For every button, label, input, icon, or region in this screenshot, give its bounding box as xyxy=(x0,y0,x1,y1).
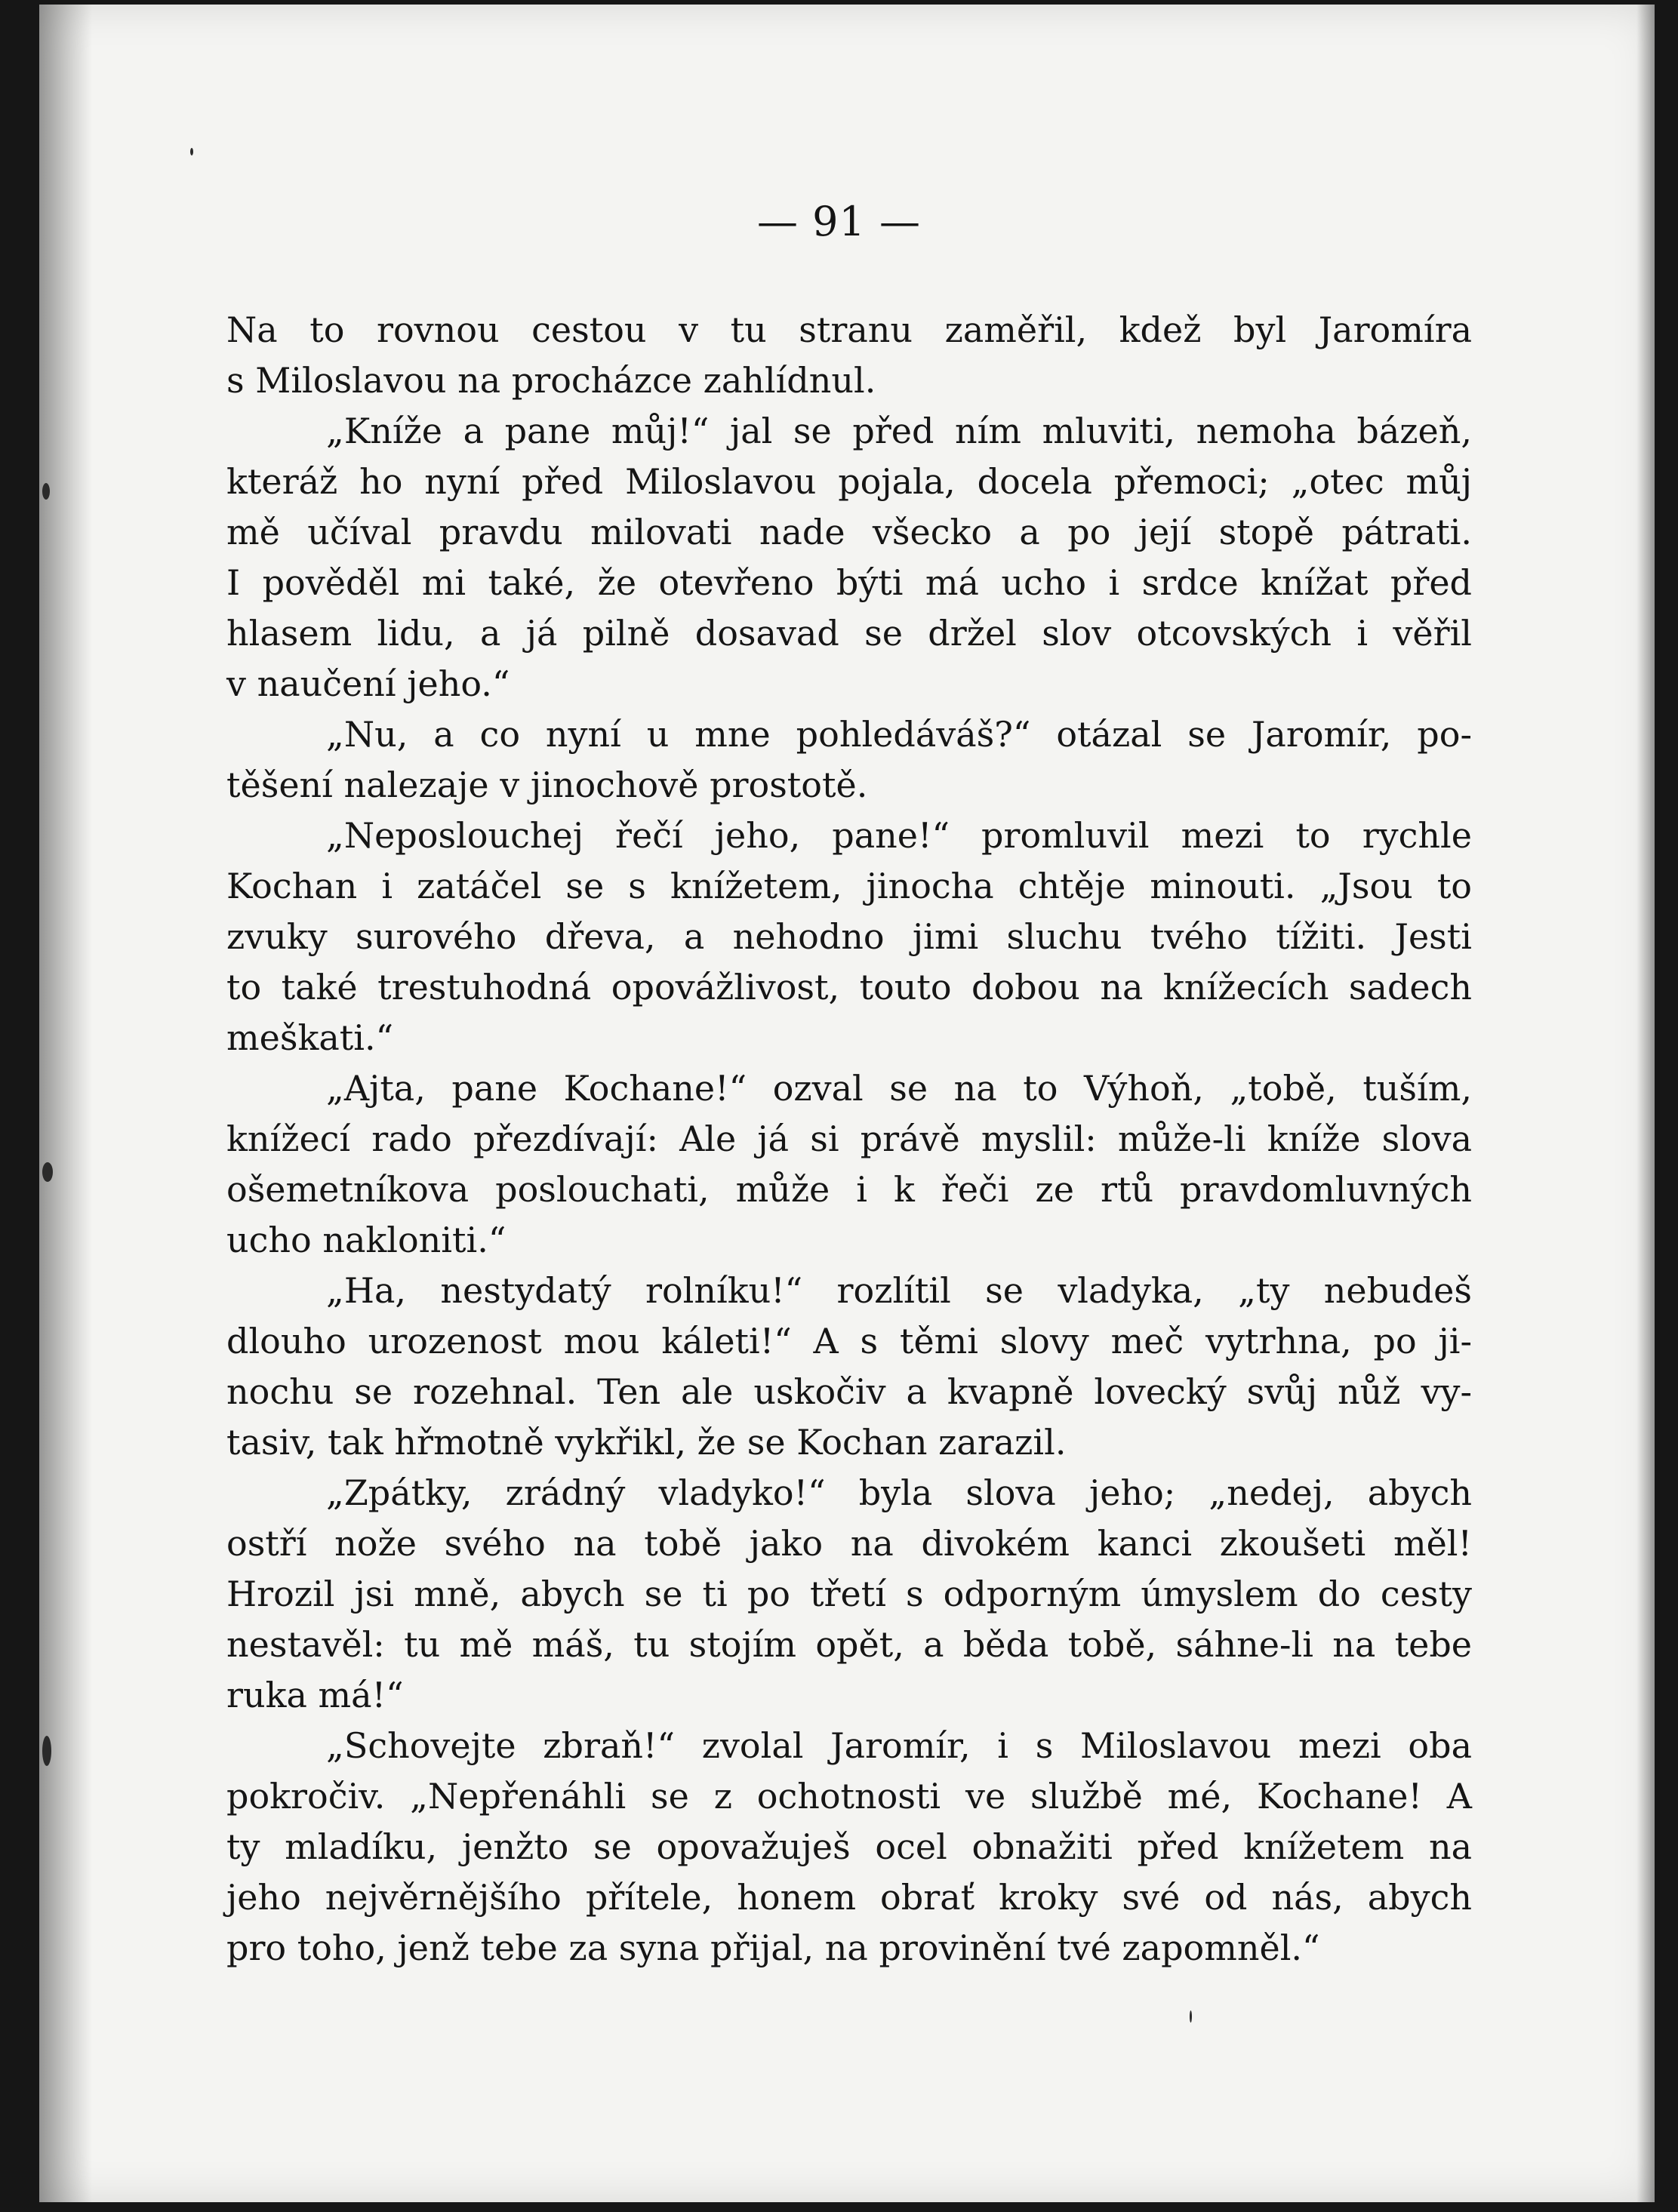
text-line: ostří nože svého na tobě jako na divokém kanci zkoušeti měl! xyxy=(226,1523,1472,1564)
text-line: ucho nakloniti.“ xyxy=(226,1220,506,1260)
binding-shadow xyxy=(39,5,92,2202)
text-line: „Nu, a co nyní u mne pohledáváš?“ otázal se Jaromír, po- xyxy=(326,714,1472,755)
text-line: „Ajta, pane Kochane!“ ozval se na to Výhoň, „tobě, tuším, xyxy=(326,1068,1472,1109)
text-line: tasiv, tak hřmotně vykřikl, že se Kochan zarazil. xyxy=(226,1422,1067,1463)
scan-speck xyxy=(42,1736,51,1766)
text-line: nestavěl: tu mě máš, tu stojím opět, a běda tobě, sáhne-li na tebe xyxy=(226,1624,1472,1665)
text-line: Hrozil jsi mně, abych se ti po třetí s odporným úmyslem do cesty xyxy=(226,1574,1472,1614)
text-line: „Zpátky, zrádný vladyko!“ byla slova jeho; „nedej, abych xyxy=(326,1472,1472,1513)
text-line: těšení nalezaje v jinochově prostotě. xyxy=(226,765,868,805)
text-line: ošemetníkova poslouchati, může i k řeči ze rtů pravdomluvných xyxy=(226,1169,1472,1210)
text-line: Na to rovnou cestou v tu stranu zaměřil, kdež byl Jaromíra xyxy=(226,309,1472,350)
text-line: ruka má!“ xyxy=(226,1675,404,1715)
text-line: „Kníže a pane můj!“ jal se před ním mluviti, nemoha bázeň, xyxy=(326,411,1472,451)
scan-speck xyxy=(1190,2010,1192,2023)
text-line: „Ha, nestydatý rolníku!“ rozlítil se vladyka, „ty nebudeš xyxy=(326,1270,1472,1311)
text-line: pokročiv. „Nepřenáhli se z ochotnosti ve službě mé, Kochane! A xyxy=(226,1776,1472,1817)
text-line: meškati.“ xyxy=(226,1017,394,1058)
text-line: knížecí rado přezdívají: Ale já si právě myslil: může-li kníže slova xyxy=(226,1118,1472,1159)
text-line: mě učíval pravdu milovati nade všecko a po její stopě pátrati. xyxy=(226,512,1472,552)
text-line: hlasem lidu, a já pilně dosavad se držel slov otcovských i věřil xyxy=(226,613,1472,654)
text-line: Kochan i zatáčel se s knížetem, jinocha chtěje minouti. „Jsou to xyxy=(226,866,1472,906)
text-line: ty mladíku, jenžto se opovažuješ ocel obnažiti před knížetem na xyxy=(226,1826,1472,1867)
scan-speck xyxy=(190,148,193,155)
scan-speck xyxy=(42,483,50,500)
page-number: — 91 — xyxy=(756,198,922,245)
text-line: to také trestuhodná opovážlivost, touto dobou na knížecích sadech xyxy=(226,967,1472,1008)
body-text xyxy=(226,305,1472,1974)
text-line: dlouho urozenost mou káleti!“ A s těmi slovy meč vytrhna, po ji- xyxy=(226,1321,1472,1361)
text-line: zvuky surového dřeva, a nehodno jimi sluchu tvého tížiti. Jesti xyxy=(226,916,1472,957)
scan-speck xyxy=(42,1162,53,1182)
text-line: kteráž ho nyní před Miloslavou pojala, docela přemoci; „otec můj xyxy=(226,461,1472,502)
text-line: s Miloslavou na procházce zahlídnul. xyxy=(226,360,876,401)
text-line: pro toho, jenž tebe za syna přijal, na provinění tvé zapomněl.“ xyxy=(226,1927,1320,1968)
text-line: „Schovejte zbraň!“ zvolal Jaromír, i s Miloslavou mezi oba xyxy=(326,1725,1472,1766)
text-line: jeho nejvěrnějšího přítele, honem obrať kroky své od nás, abych xyxy=(226,1877,1472,1918)
text-line: I pověděl mi také, že otevřeno býti má ucho i srdce knížat před xyxy=(226,562,1472,603)
text-line: nochu se rozehnal. Ten ale uskočiv a kvapně lovecký svůj nůž vy- xyxy=(226,1371,1472,1412)
text-line: v naučení jeho.“ xyxy=(226,663,510,704)
text-line: „Neposlouchej řečí jeho, pane!“ promluvil mezi to rychle xyxy=(326,815,1472,856)
page-edge-shadow xyxy=(1636,5,1655,2202)
